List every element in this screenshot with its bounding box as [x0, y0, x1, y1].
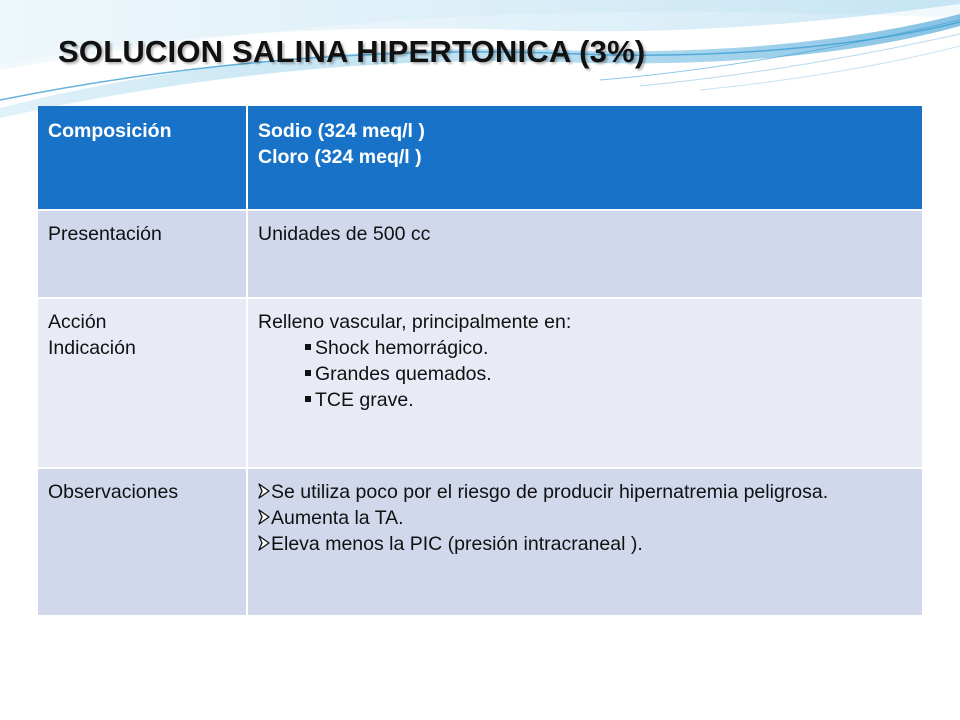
observaciones-bullet-list: [258, 479, 912, 557]
table-row-presentacion: [38, 210, 922, 298]
accion-label: [38, 298, 247, 468]
list-item: [258, 531, 912, 557]
accion-intro: Relleno vascular, principalmente en:: [258, 311, 572, 333]
list-item: [258, 505, 912, 531]
table-row-composicion: [38, 106, 922, 210]
composicion-value: [247, 106, 922, 210]
slide-title: SOLUCION SALINA HIPERTONICA (3%): [58, 34, 646, 69]
square-bullet-icon: [305, 344, 311, 350]
accion-label-line: Acción: [48, 311, 107, 333]
table-row-observaciones: [38, 468, 922, 615]
table-row-accion-indicacion: [38, 298, 922, 468]
observaciones-bullet-text: Aumenta la TA.: [271, 507, 404, 529]
list-item: [258, 335, 912, 361]
observaciones-bullet-text: Se utiliza poco por el riesgo de producir hipernatremia peligrosa.: [271, 481, 829, 503]
accion-bullet-text: TCE grave.: [315, 389, 414, 411]
composicion-label: Composición: [38, 106, 247, 210]
list-item: [258, 387, 912, 413]
list-item: [258, 479, 912, 505]
square-bullet-icon: [305, 396, 311, 402]
info-table: [38, 106, 922, 615]
observaciones-value: [247, 468, 922, 615]
accion-bullet-list: [258, 335, 912, 413]
accion-value: [247, 298, 922, 468]
accion-bullet-text: Shock hemorrágico.: [315, 337, 489, 359]
arrow-bullet-icon: [258, 483, 270, 499]
list-item: [258, 361, 912, 387]
observaciones-label: Observaciones: [38, 468, 247, 615]
presentacion-value: Unidades de 500 cc: [247, 210, 922, 298]
arrow-bullet-icon: [258, 509, 270, 525]
composicion-cloro: Cloro (324 meq/l ): [258, 146, 422, 168]
indicacion-label-line: Indicación: [48, 337, 136, 359]
composicion-sodio: Sodio (324 meq/l ): [258, 120, 425, 142]
accion-bullet-text: Grandes quemados.: [315, 363, 492, 385]
arrow-bullet-icon: [258, 535, 270, 551]
observaciones-bullet-text: Eleva menos la PIC (presión intracraneal ).: [271, 533, 643, 555]
square-bullet-icon: [305, 370, 311, 376]
presentacion-label: Presentación: [38, 210, 247, 298]
